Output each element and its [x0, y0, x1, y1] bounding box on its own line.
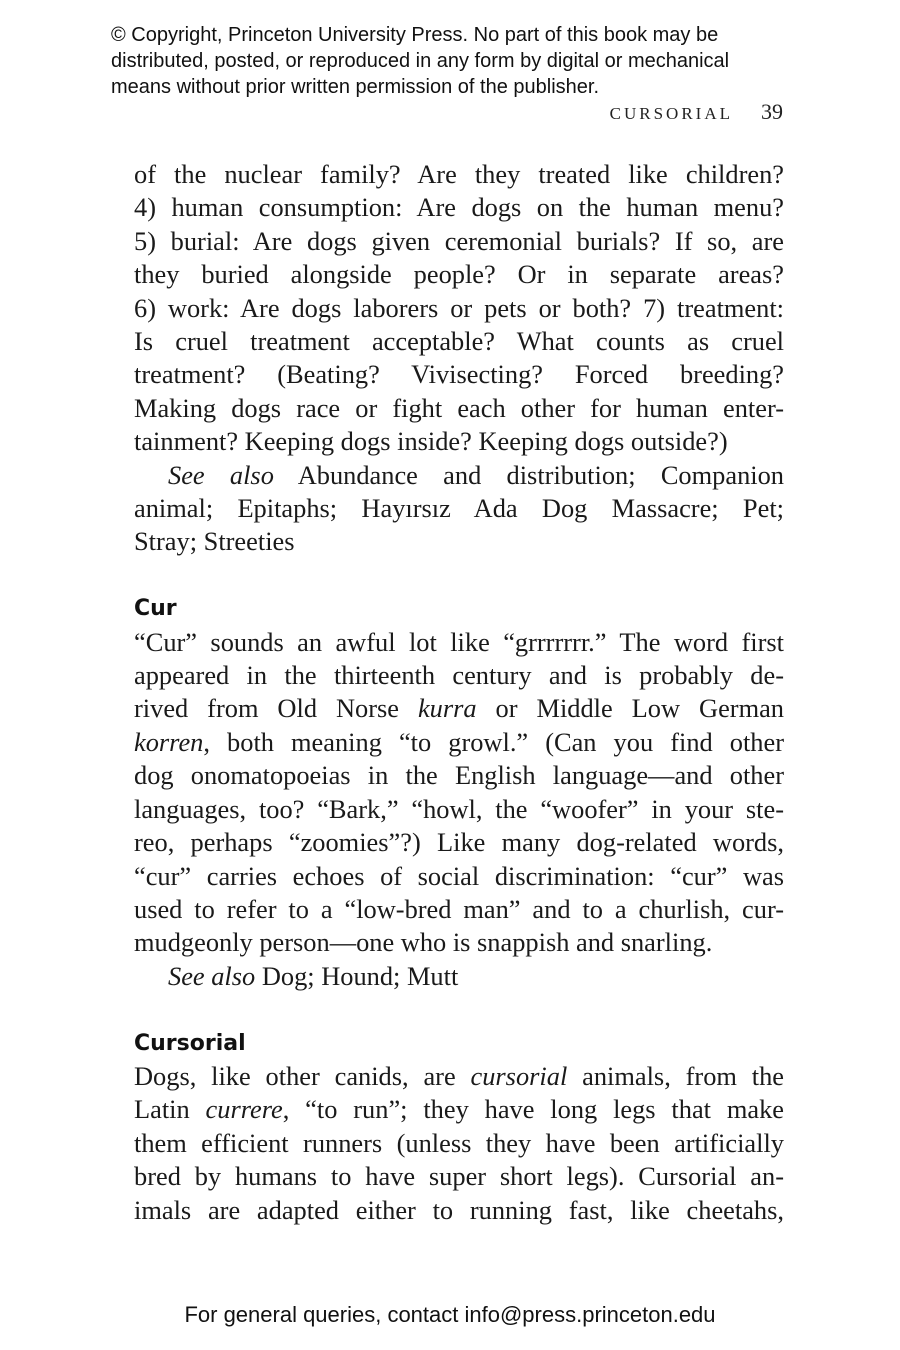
text-line: 5) burial: Are dogs given ceremonial burials? If so, are — [134, 225, 784, 256]
text-line: languages, too? “Bark,” “howl, the “woofer” in your ste- — [134, 793, 784, 824]
copyright-line: distributed, posted, or reproduced in any form by digital or mechanical — [111, 50, 730, 72]
see-also-paragraph — [134, 459, 784, 559]
running-head — [610, 99, 783, 125]
copyright-line: means without prior written permission of the publisher. — [111, 76, 600, 98]
see-also-label: See also — [168, 960, 256, 991]
text-line: 6) work: Are dogs laborers or pets or both? 7) treatment: — [134, 292, 784, 323]
see-also-paragraph — [134, 960, 784, 993]
text-line: tainment? Keeping dogs inside? Keeping dogs outside?) — [134, 426, 728, 457]
text-line: them efficient runners (unless they have been artificially — [134, 1127, 784, 1158]
text-line: of the nuclear family? Are they treated like children? — [134, 159, 784, 189]
entry-heading-cursorial: Cursorial — [134, 1030, 246, 1056]
see-also-ref: Abundance and distribution; Companion — [273, 459, 784, 490]
text-run: or Middle Low German — [476, 693, 785, 724]
text-line: reo, perhaps “zoomies”?) Like many dog-related words, — [134, 827, 784, 858]
text-line: Stray; Streeties — [134, 526, 295, 557]
text-line: Is cruel treatment acceptable? What counts as cruel — [134, 326, 784, 357]
text-run: Dogs, like other canids, are — [134, 1060, 471, 1091]
text-line: Making dogs race or fight each other for human enter- — [134, 392, 784, 423]
text-line — [134, 1093, 784, 1126]
text-line: bred by humans to have super short legs). Cursorial an- — [134, 1161, 784, 1192]
text-line: imals are adapted either to running fast, like cheetahs, — [134, 1194, 784, 1225]
cur-entry-paragraph — [134, 626, 784, 960]
text-line — [134, 692, 784, 725]
text-run: animals, from the — [567, 1060, 784, 1091]
text-line — [134, 960, 784, 993]
text-line — [134, 459, 784, 492]
text-line: 4) human consumption: Are dogs on the human menu? — [134, 192, 784, 223]
page-number: 39 — [761, 99, 783, 124]
text-run: , both meaning “to growl.” (Can you find other — [203, 726, 784, 757]
text-line: mudgeonly person—one who is snappish and snarling. — [134, 927, 713, 958]
text-line: used to refer to a “low-bred man” and to a churlish, cur- — [134, 893, 784, 924]
see-also-ref: Dog; Hound; Mutt — [255, 960, 459, 991]
copyright-line: © Copyright, Princeton University Press. No part of this book may be — [111, 24, 719, 46]
text-run: , “to run”; they have long legs that make — [282, 1094, 784, 1125]
footer-contact: For general queries, contact info@press.princeton.edu — [184, 1302, 716, 1327]
entry-heading-cur: Cur — [134, 596, 177, 622]
continued-entry-paragraph — [134, 158, 784, 459]
italic-term: korren — [134, 726, 204, 757]
italic-term: currere — [205, 1094, 283, 1125]
see-also-label: See also — [168, 459, 274, 490]
text-line: treatment? (Beating? Vivisecting? Forced breeding? — [134, 359, 784, 390]
running-head-section: CURSORIAL — [609, 104, 733, 123]
copyright-notice — [111, 22, 811, 100]
text-line — [134, 726, 784, 759]
italic-term: cursorial — [470, 1060, 568, 1091]
text-line — [134, 1060, 784, 1093]
text-line: dog onomatopoeias in the English language—and other — [134, 760, 784, 791]
text-line: animal; Epitaphs; Hayırsız Ada Dog Massacre; Pet; — [134, 493, 784, 524]
text-line: appeared in the thirteenth century and is probably de- — [134, 660, 784, 691]
italic-term: kurra — [417, 693, 477, 724]
cursorial-entry-paragraph — [134, 1060, 784, 1227]
body-text — [134, 158, 784, 1227]
text-run: rived from Old Norse — [134, 693, 418, 724]
text-line: “cur” carries echoes of social discrimination: “cur” was — [134, 860, 784, 891]
text-run: Latin — [134, 1094, 206, 1125]
text-line: they buried alongside people? Or in separate areas? — [134, 259, 784, 290]
text-line: “Cur” sounds an awful lot like “grrrrrrr.” The word first — [134, 626, 784, 657]
